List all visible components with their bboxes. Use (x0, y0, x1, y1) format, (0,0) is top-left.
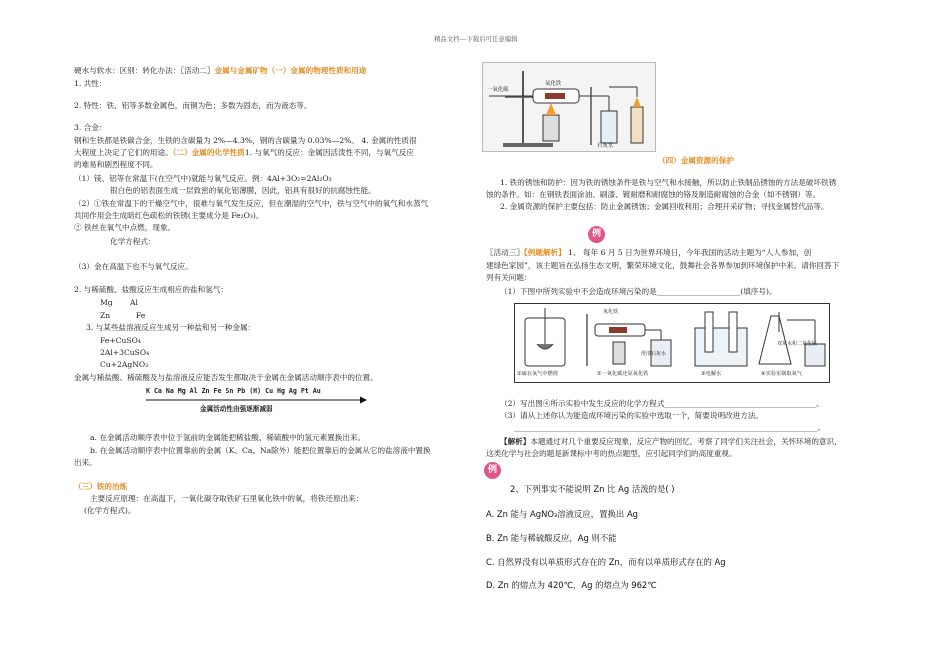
question-one-cont-1: 建绿色家园”，该主题旨在弘扬生态文明，繁荣环境文化，鼓舞社会各界参加到环境保护中来。请你回答下 (486, 261, 840, 270)
section-two-heading: （二）金属的化学性质 (172, 148, 245, 157)
oxygen-difficulty: 的难易和剧烈程度不同。 (74, 160, 158, 169)
alloy-carbon-text: 钢和生铁都是铁碳合金，生铁的含碳量为 2%—4.3%，钢的含碳量为 0.03%—2%。 4. 金属的性质很 (74, 136, 417, 145)
usage-text: 大程度上决定了它们的用途。 (74, 148, 173, 157)
question-one-part-3: （3）请从上述你认为能造成环境污染的实验中选取一个，简要说明改进方法。 (500, 411, 764, 420)
exp-limewater-label: 澄清石灰水 (641, 351, 667, 357)
exp-h2o2-label: 双氧水和二氧化锰 (777, 341, 818, 347)
section-three-heading: （三）铁的冶炼 (74, 482, 128, 491)
analysis-text-1: 本题通过对几个重要反应现象，反应产物的回忆，考察了同学们关注社会，关怀环境的意识， (530, 437, 842, 446)
rule-a: a. 在金属活动顺序表中位于氢前的金属能把稀盐酸、稀硫酸中的氢元素置换出来。 (90, 433, 366, 442)
exp-caption-3: ③电解水 (701, 371, 722, 377)
iron-smelting-figure (482, 62, 656, 152)
option-a: A. Zn 能与 AgNO₃溶液反应，置换出 Ag (486, 509, 638, 519)
al-cuso4: 2Al+3CuSO₄ (100, 348, 150, 357)
acid-reaction: 2. 与稀硫酸、盐酸反应生成相应的盐和氢气： (74, 285, 228, 294)
rule-b: b. 在金属活动顺序表中位置靠前的金属（K、Ca、Na除外）能把位置靠后的金属从它的盐溶液中置换 (90, 446, 431, 455)
gold-oxygen: （3）金在高温下也不与氧气反应。 (74, 262, 193, 271)
activity-series-intro: 金属与稀盐酸、稀硫酸及与盐溶液反应能否发生都取决于金属在金属活动顺序表中的位置。 (74, 373, 378, 382)
activity-two-text: 硬水与软水：区别：转化办法：〖活动二〗 (74, 66, 215, 75)
example-analysis-heading: 【例题解析】 (523, 248, 566, 257)
example-badge: 例 (588, 226, 605, 243)
question-one-text: 1、 每年 6 月 5 日为世界环境日，今年我国的活动主题为“人人参加，创 (568, 248, 812, 257)
label-co: 一氧化碳 (487, 87, 509, 93)
exp-fe2o3-label: 氧化铁 (603, 309, 619, 315)
experiments-drawing (515, 304, 829, 370)
iron-burn: ② 铁丝在氧气中点燃，现象。 (74, 223, 176, 232)
question-one-part-2: （2）写出图④所示实验中发生反应的化学方程式________________________________________。 (500, 399, 824, 408)
smelting-equation-label: (化学方程式)。 (84, 506, 136, 515)
exp-caption-4: ④实验室制取氧气 (761, 371, 802, 377)
metal-zn: Zn (100, 311, 111, 320)
analysis-label: 【解析】 (500, 437, 531, 446)
iron-rust-2: 共同作用会生成暗红色疏松的铁锈(主要成分是 Fe₂O₃)。 (74, 211, 264, 220)
option-c: C. 自然界没有以单质形式存在的 Zn，而有以单质形式存在的 Ag (486, 557, 726, 567)
rule-b-cont: 出来。 (74, 458, 97, 467)
activity-series-caption: 金属活动性由强逐渐减弱 (200, 405, 273, 413)
label-fe2o3: 氧化铁 (545, 81, 562, 87)
alumina-film: 银白色的铝表面生成一层致密的氧化铝薄膜，因此，铝具有很好的抗腐蚀性能。 (110, 186, 376, 195)
rust-prevention-2: 蚀的条件。如：在钢铁表面涂油、刷漆、镀耐磨和耐腐蚀的铬及制造耐腐蚀的合金（如不锈钢）等。 (486, 190, 821, 199)
activity-two-line (74, 66, 366, 76)
question-one-cont-2: 列有关问题： (486, 273, 532, 282)
exp-caption-1: ①硫在氧气中燃烧 (517, 371, 558, 377)
analysis-line-2: 这类化学与社会的题是新课标中考的热点题型，应引起同学们的高度重视。 (486, 449, 737, 458)
option-b: B. Zn 能与稀硫酸反应，Ag 则不能 (486, 533, 617, 543)
cu-agno3: Cu+2AgNO₃ (100, 360, 149, 369)
property-common: 1. 共性： (74, 79, 107, 88)
alloy-label: 3. 合金： (74, 123, 107, 132)
analysis-line-1 (500, 437, 842, 447)
metal-mg: Mg (100, 298, 113, 307)
experiments-figure (514, 303, 830, 383)
resource-protection: 2. 金属资源的保护主要包括：防止金属锈蚀；金属回收利用；合理开采矿物；寻找金属替代品等。 (500, 202, 829, 211)
iron-rust-1: （2）①铁在常温下的干燥空气中，很难与氧气发生反应，但在潮湿的空气中，铁与空气中的氧气和水蒸气 (74, 199, 429, 208)
smelting-principle: 主要反应原理：在高温下，一氧化碳夺取铁矿石里氧化铁中的氧，将铁还原出来： (90, 494, 364, 503)
section-four-heading: （四）金属资源的保护 (658, 156, 734, 165)
property-special: 2. 特性：铁、铝等多数金属色，而铜为色；多数为固态，而为液态等。 (74, 101, 312, 110)
question-two: 2、下列事实不能说明 Zn 比 Ag 活泼的是( ) (510, 484, 675, 494)
equation-label-1: 化学方程式： (110, 237, 156, 246)
fe-cuso4: Fe+CuSO₄ (100, 336, 141, 345)
question-one-part-1: （1）下图中所列实验中不会造成环境污染的是______________________(填序号)。 (500, 287, 777, 296)
example-badge-2: 例 (484, 462, 501, 479)
section-one-heading: 金属与金属矿物（一）金属的物理性质和用途 (214, 66, 367, 75)
iron-smelting-apparatus (483, 63, 655, 151)
rust-prevention-1: 1. 铁的锈蚀和防护：因为铁的锈蚀条件是铁与空气和水接触，所以防止铁制品锈蚀的方法是破坏铁锈 (500, 178, 837, 187)
mg-al-oxygen: （1）镁、铝等在常温下(在空气中)就能与氧气反应。例：4Al+3O₂=2Al₂O₃ (74, 174, 332, 183)
option-d: D. Zn 的熔点为 420℃，Ag 的熔点为 962℃ (486, 580, 657, 590)
activity-three-line (486, 248, 811, 258)
label-limewater: 石灰水 (597, 143, 614, 149)
salt-reaction: 3. 与某些盐溶液反应生成另一种盐和另一种金属： (86, 323, 256, 332)
metal-fe: Fe (136, 311, 146, 320)
page-header: 精品文档---下载后可任意编辑 (434, 35, 518, 43)
exp-caption-2: ②一氧化碳还原氧化铁 (597, 371, 649, 377)
metal-al: Al (130, 298, 138, 307)
chemical-property-line (74, 148, 414, 158)
answer-line: ________________________________________________________________________________。 (514, 423, 826, 432)
activity-series-symbols: K Ca Na Mg Al Zn Fe Sn Pb (H) Cu Hg Ag Pt Au (146, 387, 321, 395)
activity-three-text: 〖活动三〗 (486, 248, 524, 257)
oxygen-reaction-text: 1. 与氧气的反应：金属因活泼性不同，与氧气反应 (244, 148, 414, 157)
